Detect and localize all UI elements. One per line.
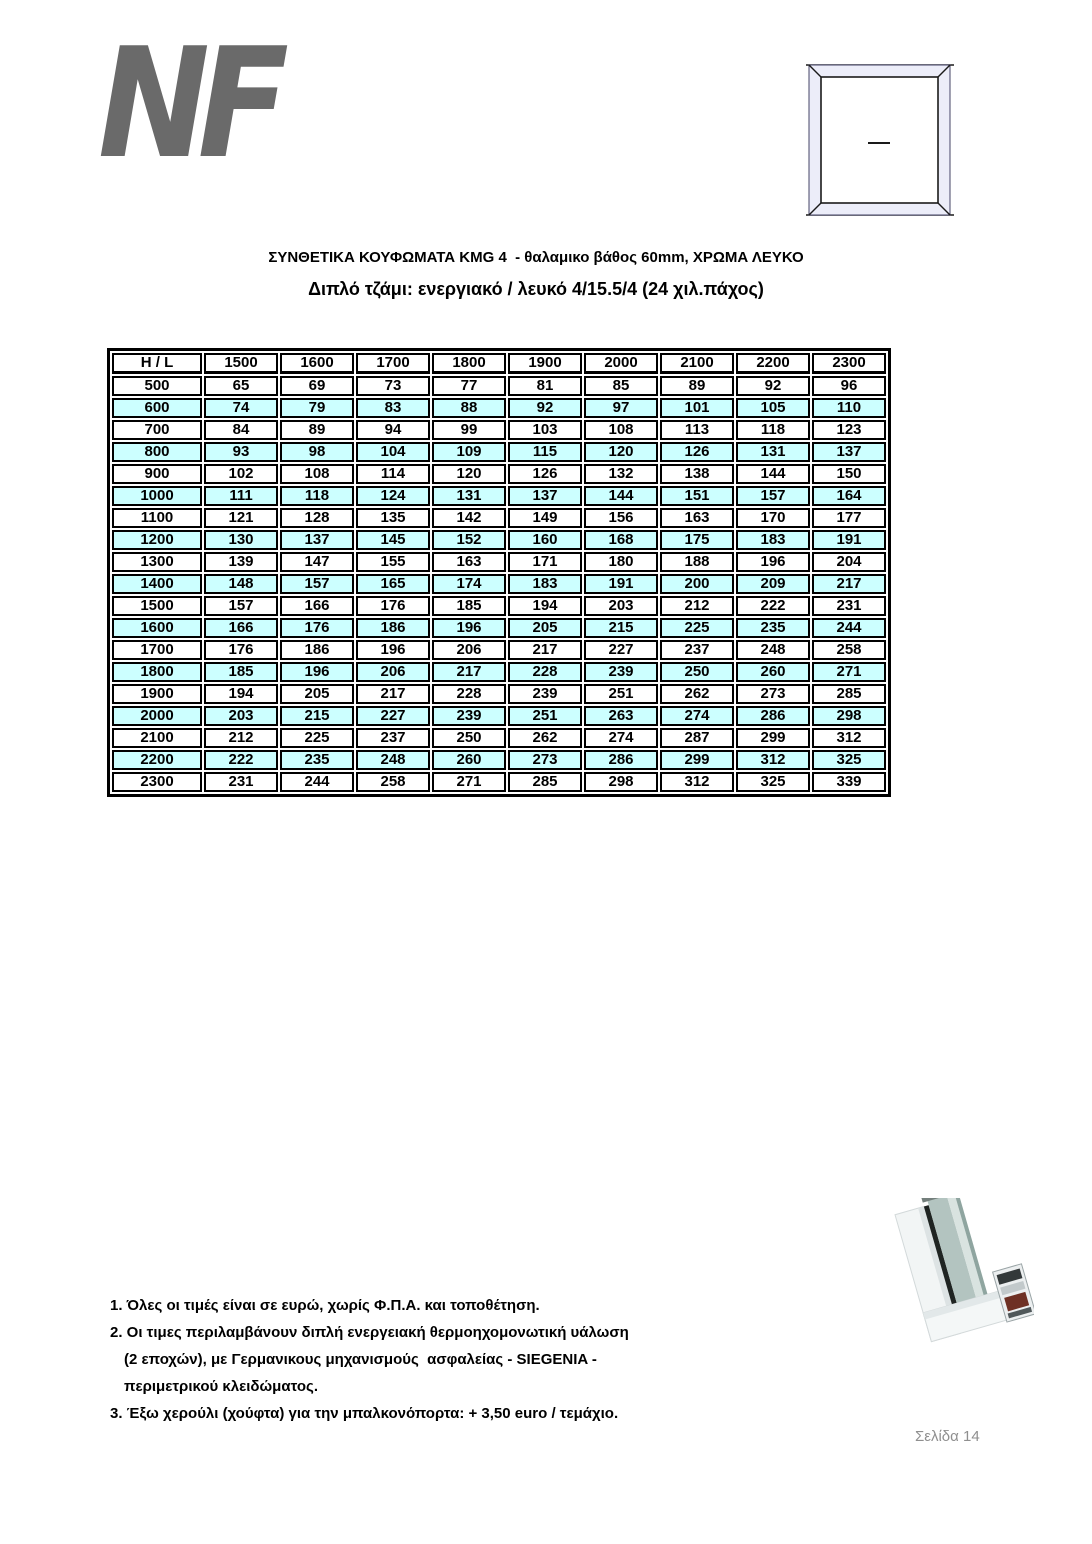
price-cell: 170	[736, 508, 810, 528]
price-cell: 130	[204, 530, 278, 550]
price-cell: 157	[280, 574, 354, 594]
price-cell: 298	[812, 706, 886, 726]
corner-cell: H / L	[112, 353, 202, 374]
price-cell: 200	[660, 574, 734, 594]
price-cell: 212	[204, 728, 278, 748]
price-cell: 147	[280, 552, 354, 572]
price-cell: 115	[508, 442, 582, 462]
price-cell: 237	[356, 728, 430, 748]
price-cell: 194	[508, 596, 582, 616]
note-line: 2. Οι τιμες περιλαμβάνουν διπλή ενεργειακή θερμοηχομονωτική υάλωση	[110, 1324, 629, 1341]
price-cell: 312	[660, 772, 734, 792]
price-cell: 274	[584, 728, 658, 748]
row-header: 1200	[112, 530, 202, 550]
price-cell: 186	[356, 618, 430, 638]
row-header: 1700	[112, 640, 202, 660]
table-row	[112, 640, 886, 660]
price-cell: 239	[584, 662, 658, 682]
price-cell: 286	[736, 706, 810, 726]
price-cell: 85	[584, 376, 658, 396]
window-profile-photo	[882, 1198, 1034, 1371]
price-cell: 92	[508, 398, 582, 418]
column-header: 1600	[280, 353, 354, 374]
price-cell: 81	[508, 376, 582, 396]
price-cell: 142	[432, 508, 506, 528]
price-cell: 183	[508, 574, 582, 594]
price-cell: 244	[280, 772, 354, 792]
price-cell: 79	[280, 398, 354, 418]
note-line: 1. Όλες οι τιμές είναι σε ευρώ, χωρίς Φ.Π.Α. και τοποθέτηση.	[110, 1297, 540, 1314]
price-cell: 99	[432, 420, 506, 440]
price-cell: 108	[280, 464, 354, 484]
table-row	[112, 530, 886, 550]
price-cell: 149	[508, 508, 582, 528]
price-cell: 126	[508, 464, 582, 484]
price-cell: 103	[508, 420, 582, 440]
price-cell: 185	[432, 596, 506, 616]
row-header: 1600	[112, 618, 202, 638]
price-cell: 237	[660, 640, 734, 660]
price-cell: 186	[280, 640, 354, 660]
price-cell: 185	[204, 662, 278, 682]
price-cell: 206	[432, 640, 506, 660]
price-cell: 217	[508, 640, 582, 660]
window-frame-icon	[806, 58, 954, 227]
column-header: 2300	[812, 353, 886, 374]
price-cell: 204	[812, 552, 886, 572]
row-header: 1500	[112, 596, 202, 616]
price-cell: 168	[584, 530, 658, 550]
price-cell: 175	[660, 530, 734, 550]
price-cell: 160	[508, 530, 582, 550]
price-cell: 104	[356, 442, 430, 462]
row-header: 1900	[112, 684, 202, 704]
price-cell: 196	[432, 618, 506, 638]
row-header: 800	[112, 442, 202, 462]
price-cell: 287	[660, 728, 734, 748]
column-header: 1500	[204, 353, 278, 374]
row-header: 2200	[112, 750, 202, 770]
price-cell: 258	[356, 772, 430, 792]
price-cell: 191	[584, 574, 658, 594]
table-row	[112, 398, 886, 418]
price-cell: 89	[280, 420, 354, 440]
price-cell: 285	[508, 772, 582, 792]
table-row	[112, 662, 886, 682]
price-cell: 222	[204, 750, 278, 770]
price-cell: 93	[204, 442, 278, 462]
price-cell: 163	[660, 508, 734, 528]
price-cell: 163	[432, 552, 506, 572]
price-cell: 215	[280, 706, 354, 726]
column-header: 2100	[660, 353, 734, 374]
price-cell: 101	[660, 398, 734, 418]
price-cell: 176	[204, 640, 278, 660]
price-cell: 120	[432, 464, 506, 484]
column-header: 2200	[736, 353, 810, 374]
header-row	[112, 353, 886, 374]
price-cell: 250	[432, 728, 506, 748]
price-cell: 124	[356, 486, 430, 506]
price-cell: 113	[660, 420, 734, 440]
price-cell: 325	[736, 772, 810, 792]
price-cell: 325	[812, 750, 886, 770]
price-cell: 114	[356, 464, 430, 484]
price-cell: 263	[584, 706, 658, 726]
price-cell: 188	[660, 552, 734, 572]
price-cell: 222	[736, 596, 810, 616]
price-cell: 191	[812, 530, 886, 550]
row-header: 2300	[112, 772, 202, 792]
price-cell: 312	[812, 728, 886, 748]
table-row	[112, 618, 886, 638]
price-cell: 144	[584, 486, 658, 506]
price-cell: 339	[812, 772, 886, 792]
price-cell: 286	[584, 750, 658, 770]
price-cell: 96	[812, 376, 886, 396]
price-cell: 151	[660, 486, 734, 506]
price-cell: 150	[812, 464, 886, 484]
price-cell: 137	[508, 486, 582, 506]
price-cell: 235	[280, 750, 354, 770]
price-cell: 84	[204, 420, 278, 440]
price-cell: 196	[356, 640, 430, 660]
price-cell: 77	[432, 376, 506, 396]
price-cell: 180	[584, 552, 658, 572]
price-cell: 225	[660, 618, 734, 638]
price-cell: 194	[204, 684, 278, 704]
price-cell: 231	[204, 772, 278, 792]
price-cell: 203	[204, 706, 278, 726]
row-header: 2000	[112, 706, 202, 726]
price-cell: 174	[432, 574, 506, 594]
row-header: 1100	[112, 508, 202, 528]
price-cell: 109	[432, 442, 506, 462]
price-cell: 260	[432, 750, 506, 770]
price-cell: 152	[432, 530, 506, 550]
price-cell: 164	[812, 486, 886, 506]
price-cell: 203	[584, 596, 658, 616]
price-cell: 212	[660, 596, 734, 616]
row-header: 700	[112, 420, 202, 440]
price-cell: 131	[432, 486, 506, 506]
price-cell: 248	[356, 750, 430, 770]
price-cell: 132	[584, 464, 658, 484]
price-cell: 120	[584, 442, 658, 462]
price-cell: 177	[812, 508, 886, 528]
row-header: 1300	[112, 552, 202, 572]
price-cell: 258	[812, 640, 886, 660]
price-cell: 165	[356, 574, 430, 594]
titles	[0, 249, 1072, 300]
table-row	[112, 596, 886, 616]
price-cell: 176	[280, 618, 354, 638]
price-cell: 227	[356, 706, 430, 726]
price-cell: 215	[584, 618, 658, 638]
price-cell: 92	[736, 376, 810, 396]
price-cell: 271	[432, 772, 506, 792]
table-row	[112, 728, 886, 748]
price-cell: 225	[280, 728, 354, 748]
price-cell: 121	[204, 508, 278, 528]
price-cell: 111	[204, 486, 278, 506]
price-cell: 196	[280, 662, 354, 682]
price-cell: 166	[280, 596, 354, 616]
price-cell: 145	[356, 530, 430, 550]
row-header: 2100	[112, 728, 202, 748]
price-cell: 69	[280, 376, 354, 396]
price-cell: 108	[584, 420, 658, 440]
price-cell: 105	[736, 398, 810, 418]
price-cell: 97	[584, 398, 658, 418]
price-cell: 171	[508, 552, 582, 572]
row-header: 1800	[112, 662, 202, 682]
table-row	[112, 552, 886, 572]
table-row	[112, 420, 886, 440]
price-cell: 126	[660, 442, 734, 462]
price-cell: 157	[736, 486, 810, 506]
price-cell: 251	[508, 706, 582, 726]
price-cell: 250	[660, 662, 734, 682]
price-cell: 273	[508, 750, 582, 770]
price-cell: 156	[584, 508, 658, 528]
price-cell: 209	[736, 574, 810, 594]
price-cell: 138	[660, 464, 734, 484]
price-cell: 128	[280, 508, 354, 528]
price-cell: 217	[356, 684, 430, 704]
price-cell: 110	[812, 398, 886, 418]
price-cell: 89	[660, 376, 734, 396]
price-cell: 239	[432, 706, 506, 726]
price-cell: 139	[204, 552, 278, 572]
price-table	[107, 348, 891, 797]
price-cell: 228	[508, 662, 582, 682]
row-header: 600	[112, 398, 202, 418]
price-cell: 217	[812, 574, 886, 594]
table-row	[112, 772, 886, 792]
row-header: 1400	[112, 574, 202, 594]
note-line: 3. Έξω χερούλι (χούφτα) για την μπαλκονόπορτα: + 3,50 euro / τεμάχιο.	[110, 1405, 619, 1422]
price-cell: 183	[736, 530, 810, 550]
price-cell: 131	[736, 442, 810, 462]
price-cell: 312	[736, 750, 810, 770]
price-cell: 235	[736, 618, 810, 638]
column-header: 1900	[508, 353, 582, 374]
price-cell: 273	[736, 684, 810, 704]
price-cell: 231	[812, 596, 886, 616]
row-header: 1000	[112, 486, 202, 506]
price-cell: 274	[660, 706, 734, 726]
price-cell: 298	[584, 772, 658, 792]
table-row	[112, 376, 886, 396]
price-cell: 74	[204, 398, 278, 418]
price-cell: 299	[736, 728, 810, 748]
price-cell: 65	[204, 376, 278, 396]
price-cell: 217	[432, 662, 506, 682]
price-cell: 260	[736, 662, 810, 682]
price-cell: 155	[356, 552, 430, 572]
price-cell: 118	[280, 486, 354, 506]
price-cell: 262	[508, 728, 582, 748]
price-cell: 102	[204, 464, 278, 484]
price-cell: 176	[356, 596, 430, 616]
price-cell: 73	[356, 376, 430, 396]
nf-logo: NF	[98, 15, 277, 192]
price-cell: 205	[508, 618, 582, 638]
price-cell: 205	[280, 684, 354, 704]
price-cell: 118	[736, 420, 810, 440]
document-subtitle: Διπλό τζάμι: ενεργιακό / λευκό 4/15.5/4 (24 χιλ.πάχος)	[308, 279, 764, 299]
price-cell: 299	[660, 750, 734, 770]
price-cell: 239	[508, 684, 582, 704]
column-header: 1700	[356, 353, 430, 374]
table-row	[112, 706, 886, 726]
column-header: 1800	[432, 353, 506, 374]
price-cell: 251	[584, 684, 658, 704]
table-row	[112, 442, 886, 462]
note-line: περιμετρικού κλειδώματος.	[124, 1378, 318, 1395]
price-cell: 137	[280, 530, 354, 550]
notes	[110, 1292, 629, 1427]
price-cell: 206	[356, 662, 430, 682]
table-row	[112, 486, 886, 506]
table-row	[112, 574, 886, 594]
table-row	[112, 508, 886, 528]
page-number: Σελίδα 14	[915, 1428, 980, 1445]
column-header: 2000	[584, 353, 658, 374]
row-header: 900	[112, 464, 202, 484]
price-cell: 98	[280, 442, 354, 462]
price-cell: 94	[356, 420, 430, 440]
table-row	[112, 750, 886, 770]
price-cell: 227	[584, 640, 658, 660]
price-cell: 148	[204, 574, 278, 594]
table-row	[112, 464, 886, 484]
price-cell: 166	[204, 618, 278, 638]
price-cell: 262	[660, 684, 734, 704]
document-title: ΣΥΝΘΕΤΙΚΑ ΚΟΥΦΩΜΑΤΑ KMG 4 - θαλαμικο βάθος 60mm, ΧΡΩΜΑ ΛΕΥΚΟ	[268, 249, 804, 266]
row-header: 500	[112, 376, 202, 396]
price-cell: 285	[812, 684, 886, 704]
price-cell: 83	[356, 398, 430, 418]
price-cell: 137	[812, 442, 886, 462]
note-line: (2 εποχών), με Γερμανικους μηχανισμούς ασφαλείας - SIEGENIA -	[124, 1351, 597, 1368]
price-cell: 157	[204, 596, 278, 616]
price-cell: 196	[736, 552, 810, 572]
price-cell: 123	[812, 420, 886, 440]
price-cell: 271	[812, 662, 886, 682]
price-cell: 144	[736, 464, 810, 484]
price-cell: 228	[432, 684, 506, 704]
price-cell: 135	[356, 508, 430, 528]
table-row	[112, 684, 886, 704]
price-cell: 88	[432, 398, 506, 418]
price-cell: 244	[812, 618, 886, 638]
price-cell: 248	[736, 640, 810, 660]
